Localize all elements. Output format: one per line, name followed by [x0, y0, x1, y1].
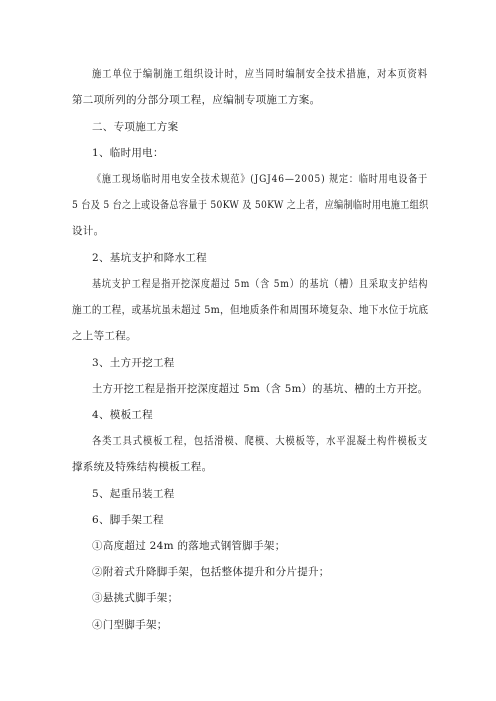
item-heading-formwork: 4、模板工程 [92, 409, 153, 421]
paragraph-intro-line-2: 第二项所列的分部分项工程，应编制专项施工方案。 [72, 94, 321, 106]
paragraph-formwork-line-2: 撑系统及特殊结构模板工程。 [72, 461, 213, 473]
item-heading-lifting: 5、起重吊装工程 [92, 488, 175, 500]
paragraph-power-line-1: 《施工现场临时用电安全技术规范》(JGJ46—2005) 规定：临时用电设备于 [92, 173, 429, 185]
item-heading-temporary-power: 1、临时用电： [92, 147, 164, 159]
paragraph-earthwork-line-1: 土方开挖工程是指开挖深度超过 5m（含 5m）的基坑、槽的土方开挖。 [92, 383, 429, 395]
paragraph-power-line-2: 5 台及 5 台之上或设备总容量于 50KW 及 50KW 之上者，应编制临时用电施工组织 [72, 199, 429, 211]
paragraph-intro-line-1: 施工单位于编制施工组织设计时，应当同时编制安全技术措施，对本页资料 [92, 68, 428, 80]
paragraph-power-line-3: 设计。 [72, 225, 105, 237]
paragraph-support-line-1: 基坑支护工程是指开挖深度超过 5m（含 5m）的基坑（槽）且采取支护结构 [92, 278, 429, 290]
list-item-scaffold-3: ③悬挑式脚手架； [92, 592, 179, 604]
item-heading-earthwork: 3、土方开挖工程 [92, 357, 175, 369]
paragraph-support-line-2: 施工的工程，或基坑虽未超过 5m，但地质条件和周围环境复杂、地下水位于坑底 [72, 304, 429, 316]
paragraph-support-line-3: 之上等工程。 [72, 330, 137, 342]
item-heading-scaffolding: 6、脚手架工程 [92, 514, 164, 526]
list-item-scaffold-2: ②附着式升降脚手架，包括整体提升和分片提升； [92, 566, 330, 578]
item-heading-excavation-support: 2、基坑支护和降水工程 [92, 252, 207, 264]
paragraph-formwork-line-1: 各类工具式模板工程，包括滑模、爬模、大模板等，水平混凝土构件模板支 [92, 435, 428, 447]
list-item-scaffold-4: ④门型脚手架； [92, 619, 168, 631]
section-heading-special-plan: 二、专项施工方案 [92, 121, 179, 133]
list-item-scaffold-1: ①高度超过 24m 的落地式钢管脚手架； [92, 540, 286, 552]
